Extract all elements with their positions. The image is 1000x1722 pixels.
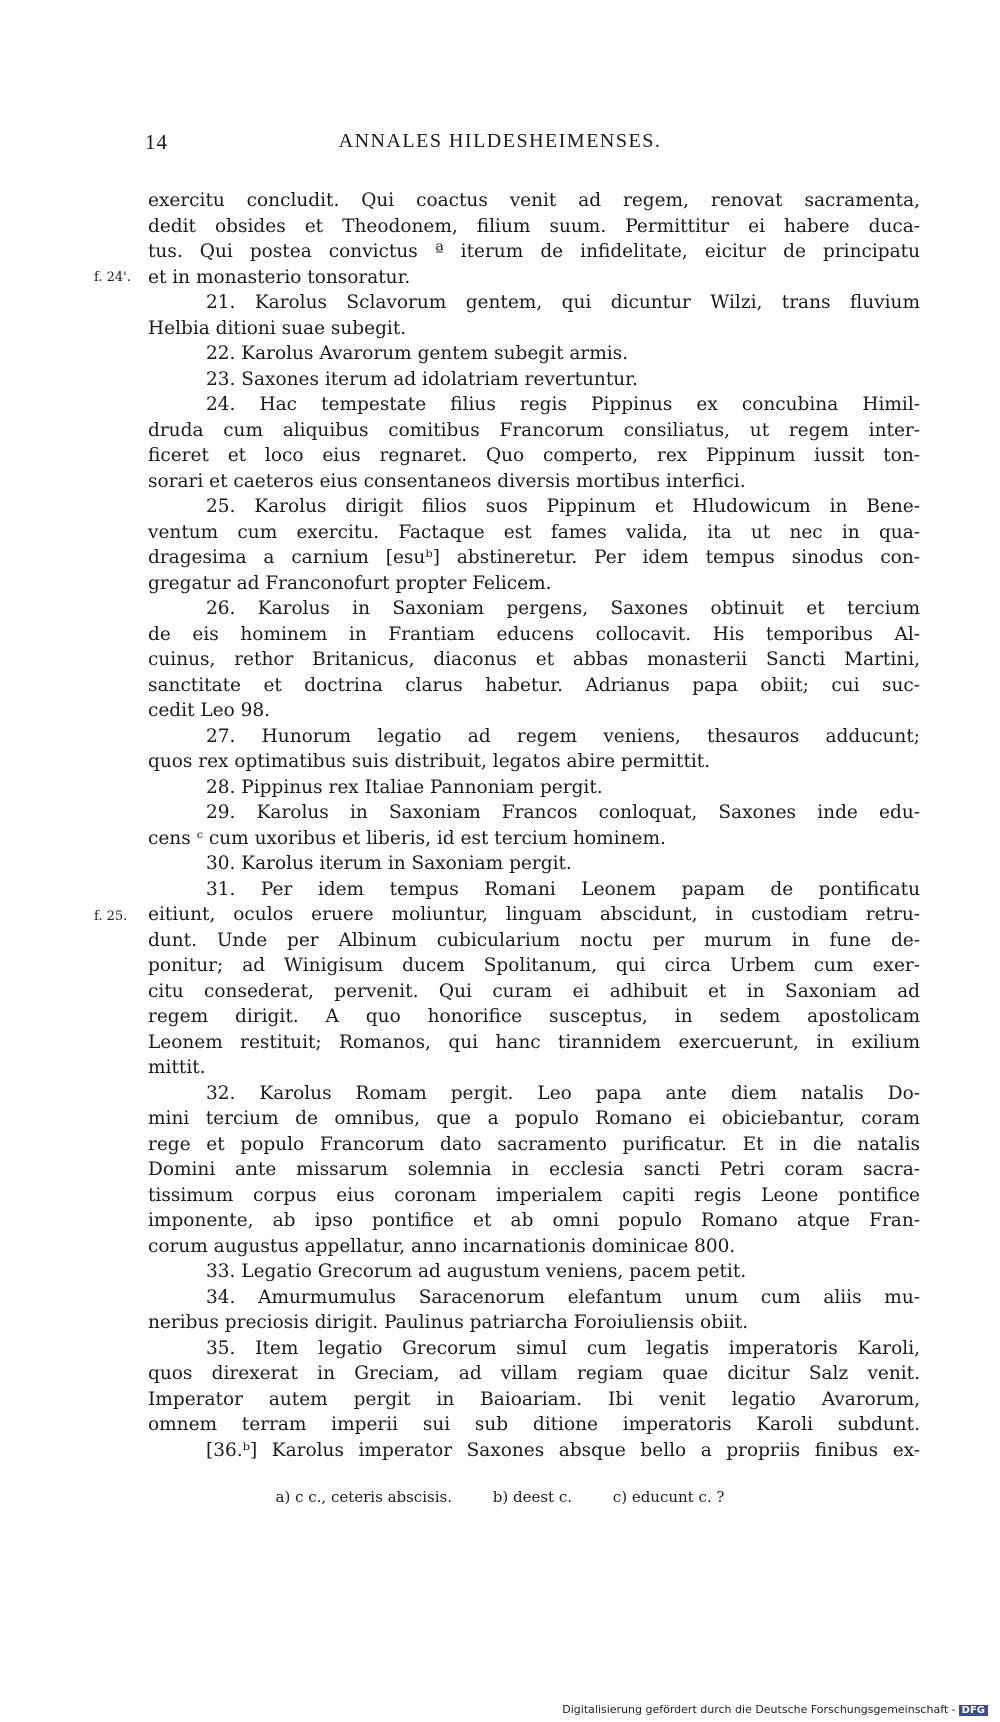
text-line: ficeret et loco eius regnaret. Quo comperto, rex Pippinum iussit ton- (148, 445, 920, 466)
text-line: cedit Leo 98. (148, 700, 271, 721)
text-line: cens ᶜ cum uxoribus et liberis, id est tercium hominem. (148, 827, 666, 849)
text-line: 32. Karolus Romam pergit. Leo papa ante diem natalis Do- (206, 1082, 920, 1104)
text-line: 31. Per idem tempus Romani Leonem papam de pontificatu (206, 878, 920, 900)
text-line: Domini ante missarum solemnia in ecclesia sancti Petri coram sacra- (148, 1159, 920, 1180)
text-line: sanctitate et doctrina clarus habetur. Adrianus papa obiit; cui suc- (148, 674, 920, 696)
text-line: dunt. Unde per Albinum cubicularium noctu per murum in fune de- (148, 929, 920, 951)
text-line: cuinus, rethor Britanicus, diaconus et abbas monasterii Sancti Martini, (148, 649, 920, 670)
text-line: 27. Hunorum legatio ad regem veniens, thesauros adducunt; (206, 725, 920, 747)
footnote-a: a) c c., ceteris abscisis. (275, 1488, 452, 1506)
text-line: Imperator autem pergit in Baioariam. Ibi venit legatio Avarorum, (148, 1388, 920, 1410)
text-line: de eis hominem in Frantiam educens collocavit. His temporibus Al- (148, 623, 920, 645)
text-line: exercitu concludit. Qui coactus venit ad regem, renovat sacramenta, (148, 190, 920, 211)
text-line: 35. Item legatio Grecorum simul cum legatis imperatoris Karoli, (206, 1337, 920, 1359)
text-line: Helbia ditioni suae subegit. (148, 317, 407, 339)
text-line: mini tercium de omnibus, que a populo Romano ei obiciebantur, coram (148, 1108, 920, 1129)
margin-note-f25: f. 25. (94, 909, 128, 924)
text-line: tissimum corpus eius coronam imperialem capiti regis Leone pontifice (148, 1184, 920, 1206)
text-line: 30. Karolus iterum in Saxoniam pergit. (206, 853, 572, 874)
text-line: omnem terram imperii sui sub ditione imperatoris Karoli subdunt. (148, 1414, 920, 1435)
text-line: citu consederat, pervenit. Qui curam ei adhibuit et in Saxoniam ad (148, 980, 920, 1002)
running-title: ANNALES HILDESHEIMENSES. (338, 130, 662, 152)
margin-note-f24: f. 24'. (94, 270, 131, 285)
text-line: mittit. (148, 1057, 206, 1078)
text-line: 22. Karolus Avarorum gentem subegit armis. (206, 343, 629, 364)
dfg-logo: DFG (959, 1705, 988, 1716)
footnote-c: c) educunt c. ? (612, 1488, 725, 1506)
text-line: 28. Pippinus rex Italiae Pannoniam pergit. (206, 776, 603, 798)
text-line: 21. Karolus Sclavorum gentem, qui dicuntur Wilzi, trans fluvium (206, 292, 920, 313)
text-line: rege et populo Francorum dato sacramento purificatur. Et in die natalis (148, 1133, 920, 1155)
text-line: et in monasterio tonsoratur. (148, 266, 411, 288)
text-line: eitiunt, oculos eruere moliuntur, linguam abscidunt, in custodiam retru- (148, 904, 920, 925)
text-line: 25. Karolus dirigit filios suos Pippinum et Hludowicum in Bene- (206, 496, 920, 517)
text-line: 33. Legatio Grecorum ad augustum veniens, pacem petit. (206, 1261, 747, 1282)
text-line: corum augustus appellatur, anno incarnationis dominicae 800. (148, 1235, 736, 1257)
text-line: neribus preciosis dirigit. Paulinus patriarcha Foroiuliensis obiit. (148, 1312, 749, 1333)
text-line: imponente, ab ipso pontifice et ab omni populo Romano atque Fran- (148, 1210, 920, 1231)
text-line: dragesima a carnium [esuᵇ] abstineretur. Per idem tempus sinodus con- (148, 547, 920, 568)
text-line: quos rex optimatibus suis distribuit, legatos abire permittit. (148, 751, 711, 772)
page-number: 14 (145, 130, 168, 154)
text-line: 29. Karolus in Saxoniam Francos conloquat, Saxones inde edu- (206, 802, 920, 823)
text-line: 26. Karolus in Saxoniam pergens, Saxones obtinuit et tercium (206, 598, 920, 619)
text-line: 34. Amurmumulus Saracenorum elefantum unum cum aliis mu- (206, 1286, 920, 1308)
watermark-text: Digitalisierung gefördert durch die Deutsche Forschungsgemeinschaft - (562, 1703, 956, 1716)
text-line: tus. Qui postea convictus ª iterum de infidelitate, eicitur de principatu (148, 241, 920, 262)
text-line: [36.ᵇ] Karolus imperator Saxones absque bello a propriis finibus ex- (206, 1439, 920, 1461)
body-text (148, 188, 920, 1463)
text-line: ponitur; ad Winigisum ducem Spolitanum, qui circa Urbem cum exer- (148, 955, 920, 976)
text-line: dedit obsides et Theodonem, filium suum. Permittitur ei habere duca- (148, 215, 920, 237)
text-line: ventum cum exercitu. Factaque est fames valida, ita ut nec in qua- (148, 521, 920, 543)
footnotes (0, 1488, 1000, 1506)
text-line: regem dirigit. A quo honorifice susceptus, in sedem apostolicam (148, 1006, 920, 1027)
text-line: gregatur ad Franconofurt propter Felicem. (148, 572, 552, 594)
digitization-watermark (562, 1703, 988, 1716)
footnote-b: b) deest c. (492, 1488, 573, 1506)
text-line: quos direxerat in Greciam, ad villam regiam quae dicitur Salz venit. (148, 1363, 920, 1384)
text-line: sorari et caeteros eius consentaneos diversis mortibus interfici. (148, 470, 746, 492)
text-line: 23. Saxones iterum ad idolatriam revertuntur. (206, 368, 638, 390)
text-line: 24. Hac tempestate filius regis Pippinus ex concubina Himil- (206, 394, 920, 415)
text-line: Leonem restituit; Romanos, qui hanc tirannidem exercuerunt, in exilium (148, 1031, 920, 1053)
text-line: druda cum aliquibus comitibus Francorum consiliatus, ut regem inter- (148, 419, 920, 441)
